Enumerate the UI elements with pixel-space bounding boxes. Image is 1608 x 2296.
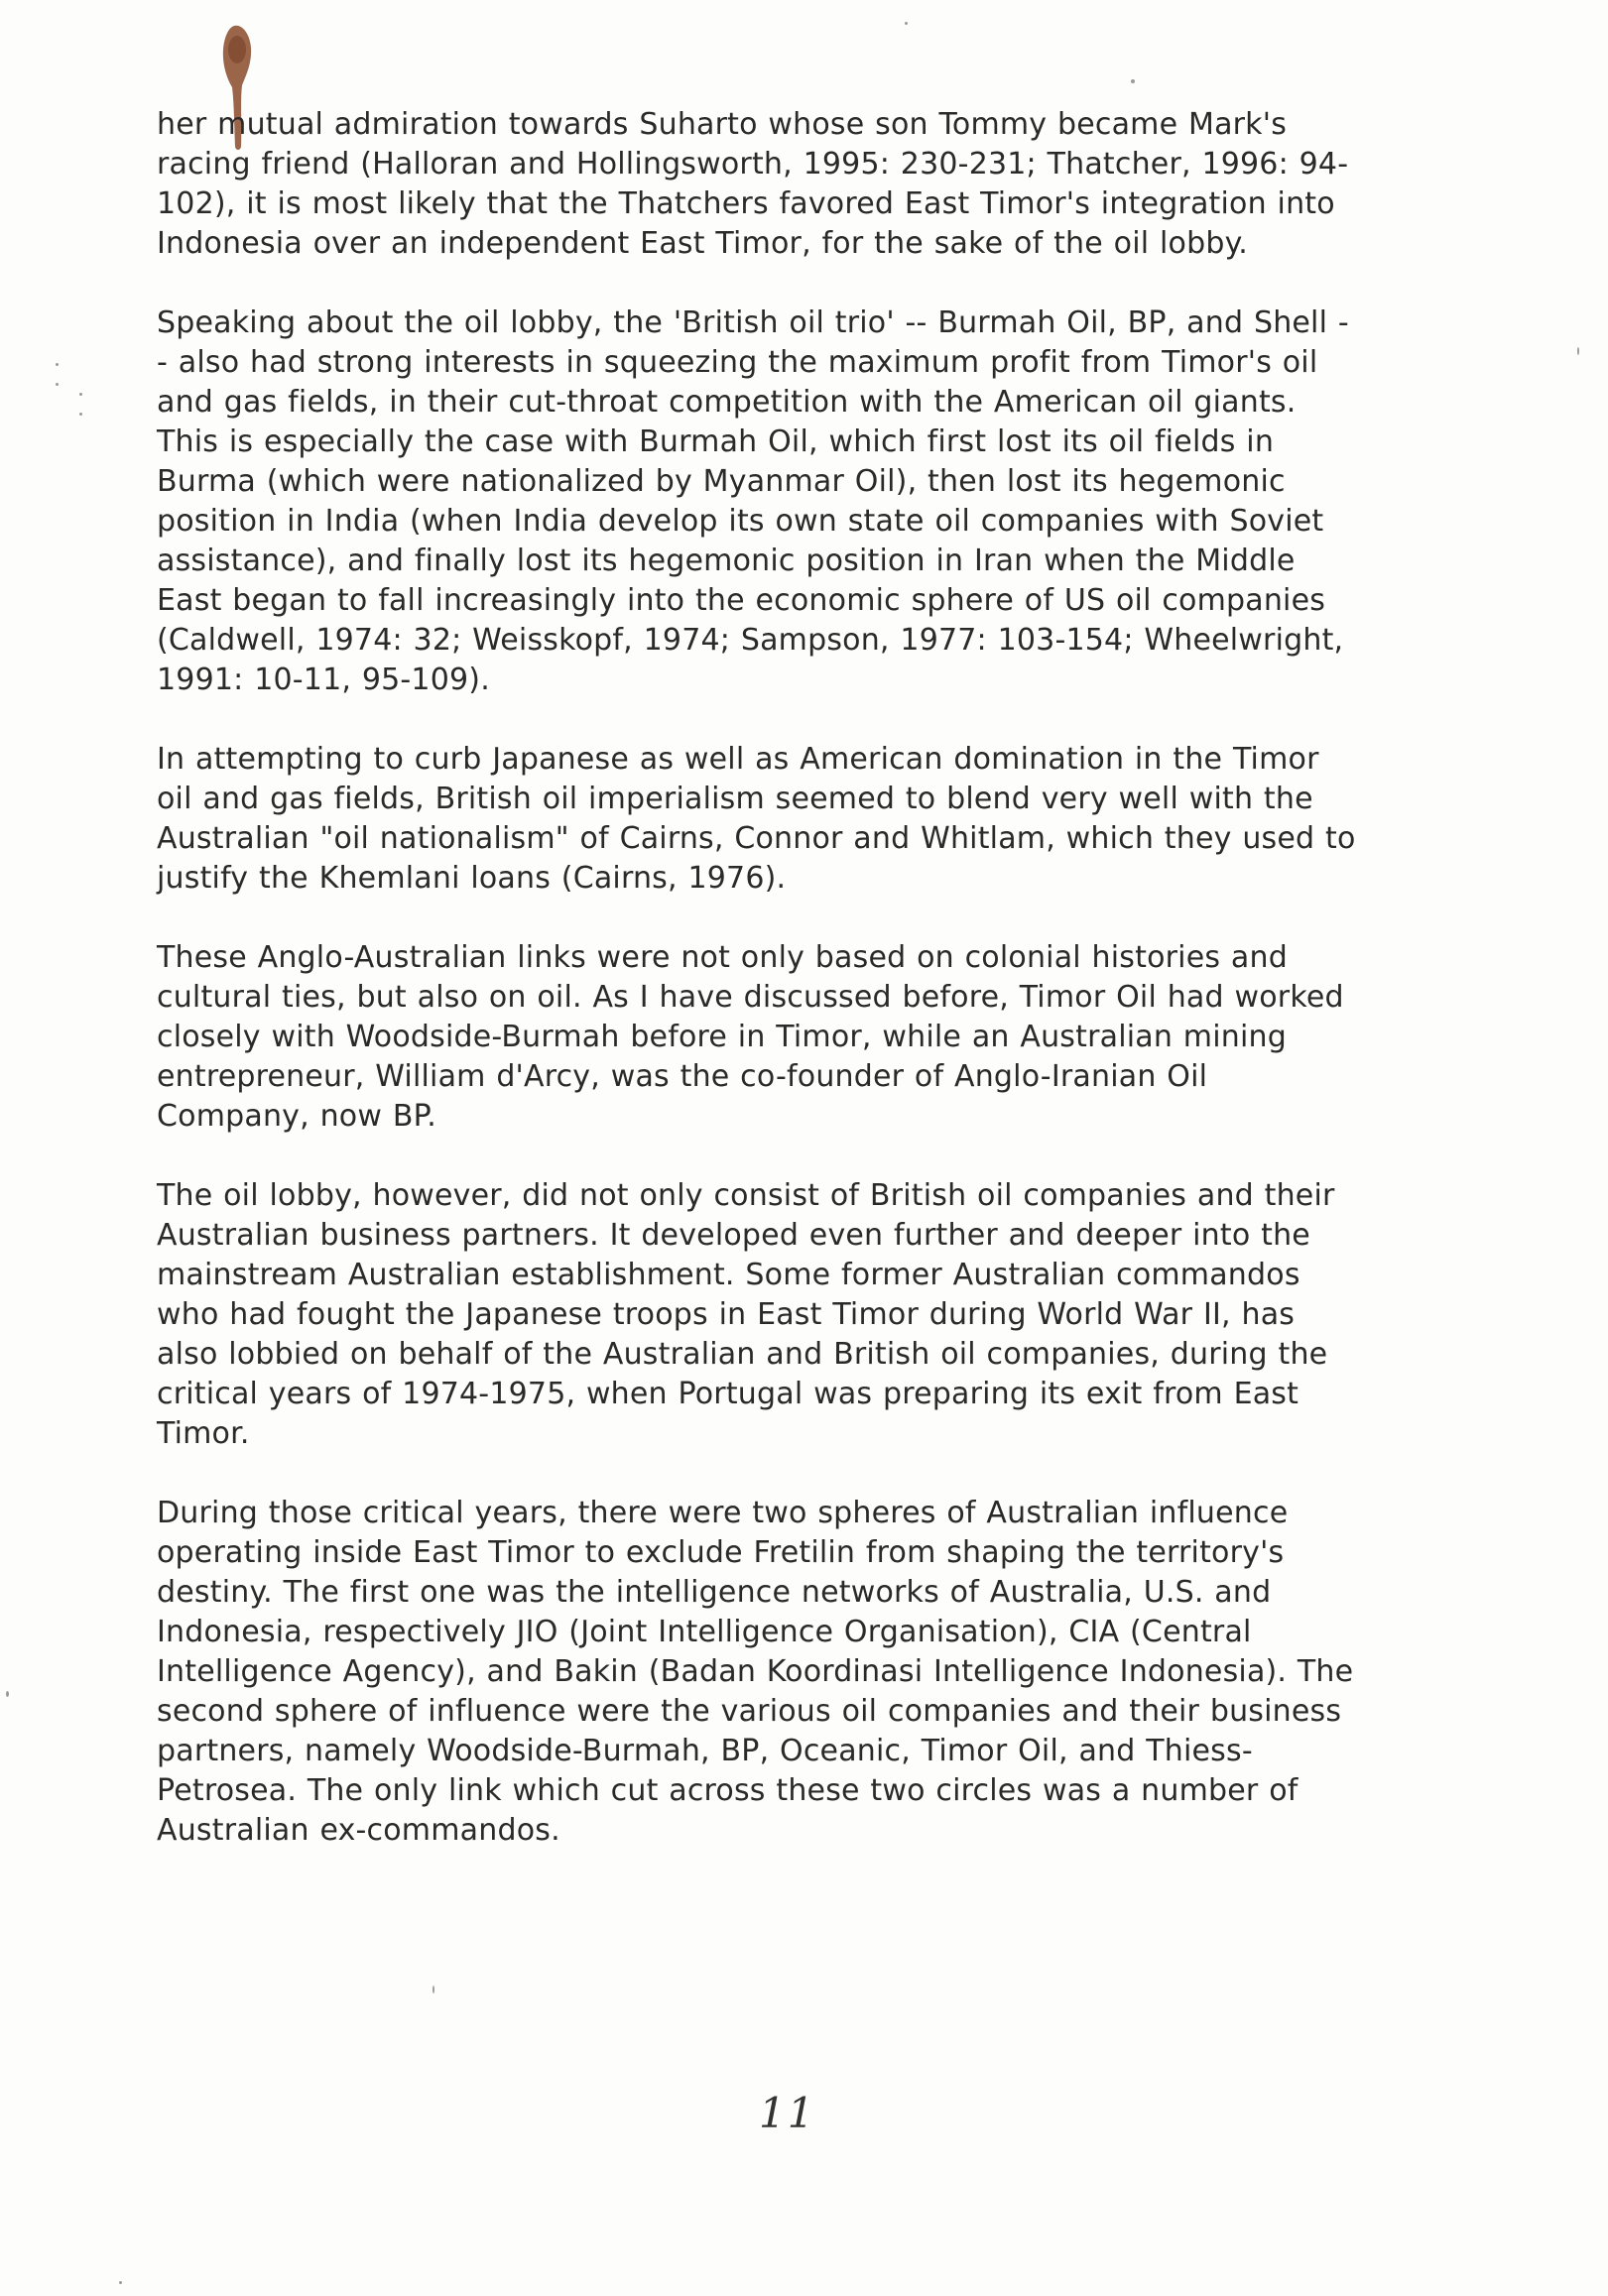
scan-speck: [56, 363, 59, 366]
scan-speck: [433, 1986, 434, 1994]
paragraph-4: These Anglo-Australian links were not only based on colonial histories and cultural ties, but also on oil. As I have discussed before, Timor Oil had worked closely with Woodside-Burmah before in Timor, while an Australian mining entrepreneur, William d'Arcy, was the co-founder of Anglo-Iranian Oil Company, now BP.: [157, 940, 1344, 1134]
page-number: 11: [759, 2089, 816, 2137]
document-body: [157, 105, 1357, 1890]
scan-speck: [1577, 347, 1579, 355]
scan-speck: [119, 2281, 122, 2284]
scan-speck: [905, 22, 908, 25]
paragraph-5: The oil lobby, however, did not only consist of British oil companies and their Australian business partners. It developed even further and deeper into the mainstream Australian establishment. Some former Australian commandos who had fought the Japanese troops in East Timor during World War II, has also lobbied on behalf of the Australian and British oil companies, during the critical years of 1974-1975, when Portugal was preparing its exit from East Timor.: [157, 1178, 1335, 1451]
paragraph-6: During those critical years, there were two spheres of Australian influence operating inside East Timor to exclude Fretilin from shaping the territory's destiny. The first one was the intelligence networks of Australia, U.S. and Indonesia, respectively JIO (Joint Intelligence Organisation), CIA (Central Intelligence Agency), and Bakin (Badan Koordinasi Intelligence Indonesia). The second sphere of influence were the various oil companies and their business partners, namely Woodside-Burmah, BP, Oceanic, Timor Oil, and Thiess-Petrosea. The only link which cut across these two circles was a number of Australian ex-commandos.: [157, 1496, 1354, 1848]
scan-speck: [56, 383, 59, 386]
scan-speck: [1131, 79, 1135, 83]
scan-speck: [79, 413, 82, 416]
scan-speck: [79, 393, 82, 396]
paragraph-2: Speaking about the oil lobby, the 'British oil trio' -- Burmah Oil, BP, and Shell -- also had strong interests in squeezing the maximum profit from Timor's oil and gas fields, in their cut-throat competition with the American oil giants. This is especially the case with Burmah Oil, which first lost its oil fields in Burma (which were nationalized by Myanmar Oil), then lost its hegemonic position in India (when India develop its own state oil companies with Soviet assistance), and finally lost its hegemonic position in Iran when the Middle East began to fall increasingly into the economic sphere of US oil companies (Caldwell, 1974: 32; Weisskopf, 1974; Sampson, 1977: 103-154; Wheelwright, 1991: 10-11, 95-109).: [157, 305, 1349, 697]
scan-speck: [6, 1691, 9, 1697]
paragraph-3: In attempting to curb Japanese as well as American domination in the Timor oil and gas fields, British oil imperialism seemed to blend very well with the Australian "oil nationalism" of Cairns, Connor and Whitlam, which they used to justify the Khemlani loans (Cairns, 1976).: [157, 742, 1356, 896]
paragraph-1: her mutual admiration towards Suharto whose son Tommy became Mark's racing friend (Halloran and Hollingsworth, 1995: 230-231; Thatcher, 1996: 94-102), it is most likely that the Thatchers favored East Timor's integration into Indonesia over an independent East Timor, for the sake of the oil lobby.: [157, 107, 1349, 261]
